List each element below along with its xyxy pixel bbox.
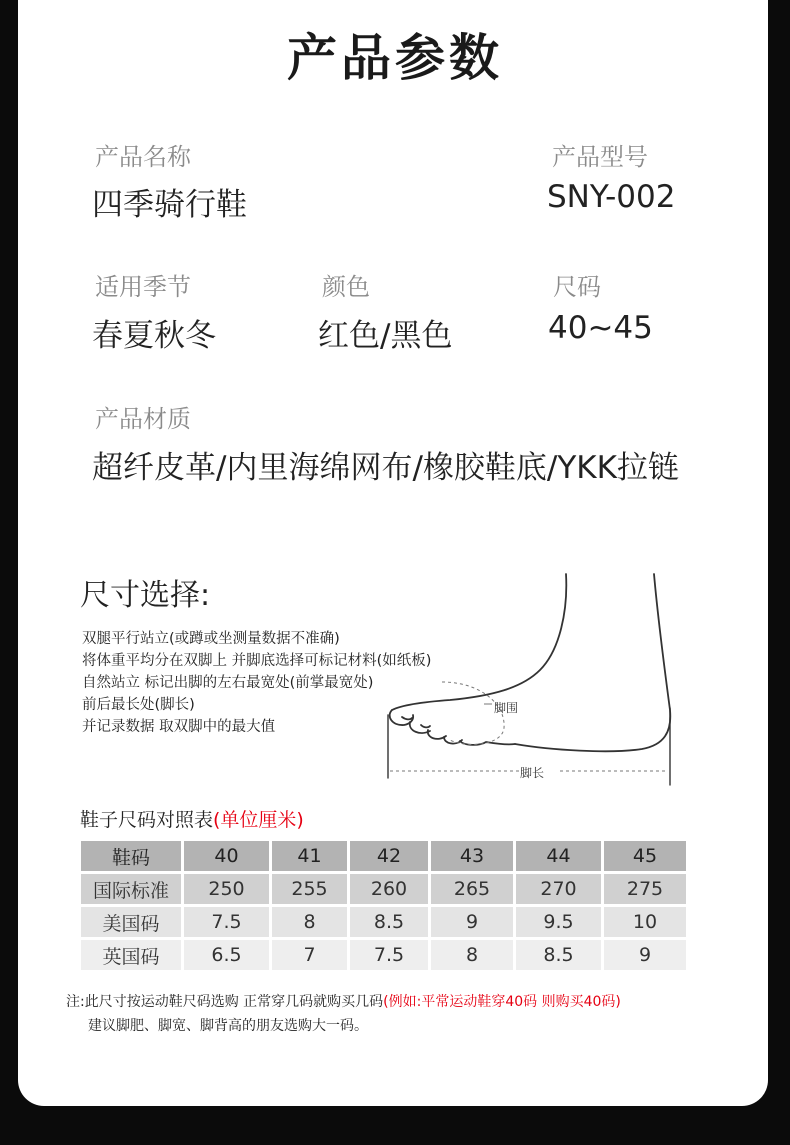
table-cell: 6.5 (184, 940, 269, 970)
table-cell: 43 (431, 841, 513, 871)
foot-length-label: 脚长 (520, 766, 545, 780)
table-cell: 9.5 (516, 907, 601, 937)
table-cell: 40 (184, 841, 269, 871)
table-cell: 8.5 (516, 940, 601, 970)
table-cell: 44 (516, 841, 601, 871)
instruction-line: 并记录数据 取双脚中的最大值 (82, 719, 276, 735)
season-label: 适用季节 (95, 273, 191, 301)
foot-measure-illustration (380, 570, 680, 790)
table-cell: 9 (431, 907, 513, 937)
product-model-value: SNY-002 (547, 179, 676, 215)
table-cell: 255 (272, 874, 347, 904)
table-row (81, 940, 686, 970)
row-label: 美国码 (81, 907, 181, 937)
size-chart-table (78, 838, 689, 973)
table-cell: 270 (516, 874, 601, 904)
size-note (66, 990, 621, 1038)
table-cell: 41 (272, 841, 347, 871)
size-chart-title-text: 鞋子尺码对照表 (80, 809, 214, 831)
table-cell: 7 (272, 940, 347, 970)
table-cell: 260 (350, 874, 428, 904)
measure-instructions (82, 628, 431, 738)
table-cell: 8 (272, 907, 347, 937)
instruction-line: 将体重平均分在双脚上 并脚底选择可标记材料(如纸板) (82, 653, 432, 669)
product-name-label: 产品名称 (95, 143, 191, 171)
note-line-1: 注:此尺寸按运动鞋尺码选购 正常穿几码就购买几码 (66, 994, 384, 1010)
instruction-line: 前后最长处(脚长) (82, 697, 195, 713)
size-label: 尺码 (553, 273, 601, 301)
table-cell: 8 (431, 940, 513, 970)
season-value: 春夏秋冬 (92, 318, 216, 354)
color-label: 颜色 (322, 273, 370, 301)
table-cell: 10 (604, 907, 686, 937)
row-label: 鞋码 (81, 841, 181, 871)
size-chart-title (80, 805, 304, 832)
foot-girth-label: 脚围 (494, 701, 519, 715)
table-cell: 45 (604, 841, 686, 871)
product-model-label: 产品型号 (552, 143, 648, 171)
table-cell: 250 (184, 874, 269, 904)
note-line-2: 建议脚肥、脚宽、脚背高的朋友选购大一码。 (88, 1018, 368, 1034)
table-row (81, 907, 686, 937)
table-cell: 265 (431, 874, 513, 904)
table-cell: 7.5 (184, 907, 269, 937)
instruction-line: 双腿平行站立(或蹲或坐测量数据不准确) (82, 631, 340, 647)
size-selection-title: 尺寸选择: (80, 578, 211, 613)
color-value: 红色/黑色 (318, 318, 453, 354)
table-row (81, 874, 686, 904)
row-label: 国际标准 (81, 874, 181, 904)
instruction-line: 自然站立 标记出脚的左右最宽处(前掌最宽处) (82, 675, 374, 691)
table-cell: 8.5 (350, 907, 428, 937)
note-example: (例如:平常运动鞋穿40码 则购买40码) (383, 994, 621, 1010)
table-row (81, 841, 686, 871)
material-value: 超纤皮革/内里海绵网布/橡胶鞋底/YKK拉链 (92, 450, 679, 486)
page-title: 产品参数 (287, 29, 503, 87)
material-label: 产品材质 (95, 405, 191, 433)
table-cell: 9 (604, 940, 686, 970)
product-name-value: 四季骑行鞋 (92, 187, 247, 223)
table-cell: 7.5 (350, 940, 428, 970)
row-label: 英国码 (81, 940, 181, 970)
table-cell: 275 (604, 874, 686, 904)
table-cell: 42 (350, 841, 428, 871)
unit-note: (单位厘米) (213, 809, 304, 831)
size-value: 40~45 (548, 310, 653, 346)
